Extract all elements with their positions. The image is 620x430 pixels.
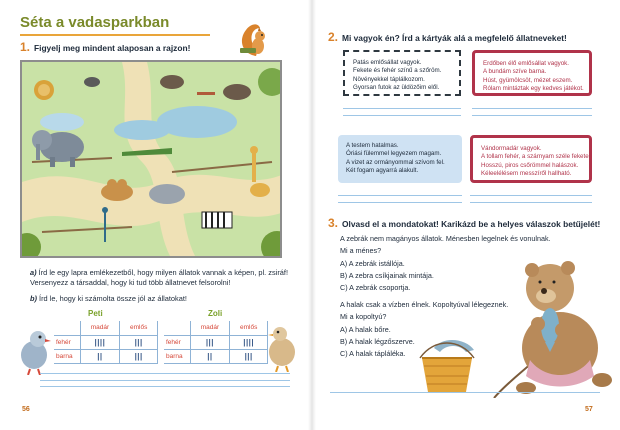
task-b-tag: b) bbox=[30, 294, 37, 303]
riddle-card: A testem hatalmas. Óriási fülemmel legyezem magam. A vizet az ormányommal szívom fel. Két fogam agyarrá alakult. bbox=[338, 135, 462, 183]
col-header: madár bbox=[80, 321, 120, 335]
row-label: barna bbox=[164, 349, 190, 363]
squirrel-illustration bbox=[236, 18, 270, 58]
option-c[interactable]: C) A halak tápláléka. bbox=[340, 349, 406, 358]
row-label: barna bbox=[54, 349, 80, 363]
question: Mi a ménes? bbox=[340, 246, 382, 255]
page-gutter bbox=[308, 0, 316, 430]
answer-line bbox=[343, 108, 461, 109]
task-a bbox=[30, 268, 290, 288]
task-instruction: Mi vagyok én? Írd a kártyák alá a megfelelő állatneveket! bbox=[342, 33, 567, 43]
tally-cell: |||| bbox=[230, 335, 268, 349]
task-b bbox=[30, 294, 290, 304]
col-header: emlős bbox=[230, 321, 268, 335]
page-number-right: 57 bbox=[585, 406, 593, 413]
option-a[interactable]: A) A halak bőre. bbox=[340, 325, 391, 334]
task-a-text: Írd le egy lapra emlékezetből, hogy milyen állatok vannak a képen, pl. zsiráf! Versenyezz a társaddal, hogy ki tud több állatnevet felsorolni! bbox=[30, 268, 289, 287]
tally-cell: |||| bbox=[80, 335, 120, 349]
writing-line bbox=[40, 380, 290, 381]
writing-line bbox=[40, 386, 290, 387]
tally-name-zoli: Zoli bbox=[208, 309, 223, 318]
task-number: 1. bbox=[20, 40, 31, 54]
answer-line bbox=[472, 108, 592, 109]
task-instruction: Figyelj meg mindent alaposan a rajzon! bbox=[34, 43, 191, 53]
tally-cell: ||| bbox=[190, 335, 230, 349]
hen-illustration bbox=[264, 320, 300, 372]
fish-bucket-illustration bbox=[414, 336, 484, 394]
answer-line bbox=[343, 115, 461, 116]
col-header: madár bbox=[190, 321, 230, 335]
task-number: 3. bbox=[328, 216, 339, 230]
task-instruction: Olvasd el a mondatokat! Karikázd be a helyes válaszok betűjelét! bbox=[342, 219, 601, 229]
title-underline bbox=[20, 34, 210, 36]
riddle-card: Vándormadár vagyok. A tollam fehér, a szárnyam széle fekete. Hosszú, piros csőrömmel halászok. Kéleelélésem messzíről hallható. bbox=[470, 135, 592, 183]
tally-name-peti: Peti bbox=[88, 309, 103, 318]
writing-line bbox=[40, 373, 290, 374]
task-b-text: Írd le, hogy ki számolta össze jól az állatokat! bbox=[39, 294, 187, 303]
row-label: fehér bbox=[164, 335, 190, 349]
statement: A halak csak a vízben élnek. Kopoltyúval lélegeznek. bbox=[340, 300, 509, 309]
page-number-left: 56 bbox=[22, 406, 30, 413]
tally-table-peti bbox=[54, 321, 158, 364]
tally-cell: ||| bbox=[230, 349, 268, 363]
tally-table-zoli bbox=[164, 321, 268, 364]
question: Mi a kopoltyú? bbox=[340, 312, 387, 321]
bear-illustration bbox=[490, 248, 615, 398]
zoo-map-illustration bbox=[20, 60, 282, 258]
col-header: emlős bbox=[120, 321, 158, 335]
pigeon-illustration bbox=[14, 325, 54, 375]
answer-line bbox=[470, 195, 592, 196]
riddle-card: Patás emlősállat vagyok. Fekete és fehér színű a szőröm. Növényekkel táplálkozom. Gyorsan futok az üldözőim elől. bbox=[343, 50, 461, 96]
answer-line bbox=[338, 195, 462, 196]
row-label: fehér bbox=[54, 335, 80, 349]
statement: A zebrák nem magányos állatok. Ménesben legelnek és vonulnak. bbox=[340, 234, 551, 243]
task-a-tag: a) bbox=[30, 268, 37, 277]
option-b[interactable]: B) A halak légzőszerve. bbox=[340, 337, 415, 346]
tally-cell: || bbox=[190, 349, 230, 363]
page-title: Séta a vadasparkban bbox=[20, 14, 170, 31]
answer-line bbox=[470, 202, 592, 203]
option-a[interactable]: A) A zebrák istállója. bbox=[340, 259, 405, 268]
tally-cell: ||| bbox=[120, 335, 158, 349]
riddle-card: Erdőben élő emlősállat vagyok. A bundám szíve barna. Húst, gyümölcsöt, mézet eszem. Rólam mintáztak egy kedves játékot. bbox=[472, 50, 592, 96]
task-number: 2. bbox=[328, 30, 339, 44]
tally-cell: ||| bbox=[120, 349, 158, 363]
answer-line bbox=[472, 115, 592, 116]
tally-cell: || bbox=[80, 349, 120, 363]
option-c[interactable]: C) A zebrák csoportja. bbox=[340, 283, 411, 292]
option-b[interactable]: B) A zebra csíkjainak mintája. bbox=[340, 271, 434, 280]
answer-line bbox=[338, 202, 462, 203]
writing-line bbox=[330, 392, 600, 393]
